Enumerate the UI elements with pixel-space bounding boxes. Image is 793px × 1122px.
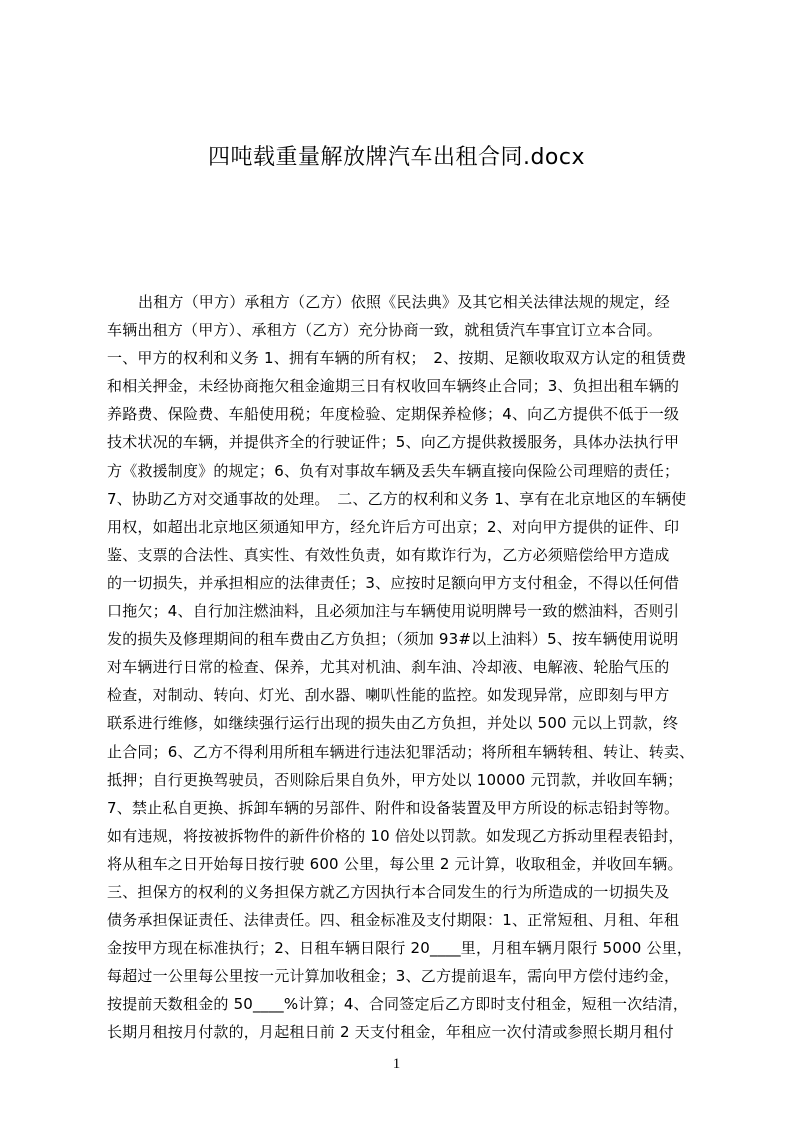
body-line: 一、甲方的权利和义务 1、拥有车辆的所有权； 2、按期、足额收取双方认定的租赁费 (107, 349, 687, 368)
document-title: 四吨载重量解放牌汽车出租合同.docx (207, 145, 586, 170)
body-line: 用权，如超出北京地区须通知甲方，经允许后方可出京；2、对向甲方提供的证件、印 (107, 517, 680, 536)
body-line: 长期月租按月付款的，月起租日前 2 天支付租金，年租应一次付清或参照长期月租付 (107, 1023, 674, 1042)
contract-body (107, 288, 699, 1050)
body-line: 三、担保方的权利的义务担保方就乙方因执行本合同发生的行为所造成的一切损失及 (107, 882, 670, 901)
body-line: 对车辆进行日常的检查、保养，尤其对机油、刹车油、冷却液、电解液、轮胎气压的 (107, 658, 670, 677)
body-line: 7、禁止私自更换、拆卸车辆的另部件、附件和设备装置及甲方所设的标志铅封等物。 (107, 798, 680, 817)
body-line: 车辆出租方（甲方）、承租方（乙方）充分协商一致，就租赁汽车事宜订立本合同。 (107, 321, 662, 340)
body-line: 和相关押金，未经协商拖欠租金逾期三日有权收回车辆终止合同；3、负担出租车辆的 (107, 377, 680, 396)
body-line: 将从租车之日开始每日按行驶 600 公里，每公里 2 元计算，收取租金，并收回车辆。 (107, 854, 683, 873)
body-line: 的一切损失，并承担相应的法律责任；3、应按时足额向甲方支付租金，不得以任何借 (107, 573, 680, 592)
body-line: 债务承担保证责任、法律责任。四、租金标准及支付期限：1、正常短租、月租、年租 (107, 911, 680, 930)
body-line: 金按甲方现在标准执行；2、日租车辆日限行 20____里，月租车辆月限行 5000 公里， (107, 939, 693, 958)
body-line: 止合同；6、乙方不得利用所租车辆进行违法犯罪活动；将所租车辆转租、转让、转卖、 (107, 742, 695, 761)
body-line: 每超过一公里每公里按一元计算加收租金；3、乙方提前退车，需向甲方偿付违约金， (107, 967, 680, 986)
body-line: 检查，对制动、转向、灯光、刮水器、喇叭性能的监控。如发现异常，应即刻与甲方 (107, 686, 670, 705)
body-line: 7、协助乙方对交通事故的处理。 二、乙方的权利和义务 1、享有在北京地区的车辆使 (107, 489, 687, 508)
body-line: 技术状况的车辆，并提供齐全的行驶证件；5、向乙方提供救援服务，具体办法执行甲 (107, 433, 680, 452)
body-line: 方《救援制度》的规定；6、负有对事故车辆及丢失车辆直接向保险公司理赔的责任； (107, 461, 680, 480)
body-line: 发的损失及修理期间的租车费由乙方负担；（须加 93#以上油料）5、按车辆使用说明 (107, 630, 679, 649)
body-line: 按提前天数租金的 50____%计算；4、合同签定后乙方即时支付租金，短租一次结清， (107, 995, 689, 1014)
body-line: 口拖欠；4、自行加注燃油料，且必须加注与车辆使用说明牌号一致的燃油料，否则引 (107, 602, 680, 621)
body-line: 养路费、保险费、车船使用税；年度检验、定期保养检修；4、向乙方提供不低于一级 (107, 405, 680, 424)
body-line: 鉴、支票的合法性、真实性、有效性负责，如有欺诈行为，乙方必须赔偿给甲方造成 (107, 545, 670, 564)
page-number: 1 (392, 1056, 401, 1072)
body-line: 联系进行维修，如继续强行运行出现的损失由乙方负担，并处以 500 元以上罚款，终 (107, 714, 679, 733)
body-line: 抵押；自行更换驾驶员，否则除后果自负外，甲方处以 10000 元罚款，并收回车辆； (107, 770, 683, 789)
body-line: 出租方（甲方）承租方（乙方）依照《民法典》及其它相关法律法规的规定，经 (138, 293, 671, 311)
body-line: 如有违规，将按被拆物件的新件价格的 10 倍处以罚款。如发现乙方拆动里程表铅封， (107, 826, 684, 845)
